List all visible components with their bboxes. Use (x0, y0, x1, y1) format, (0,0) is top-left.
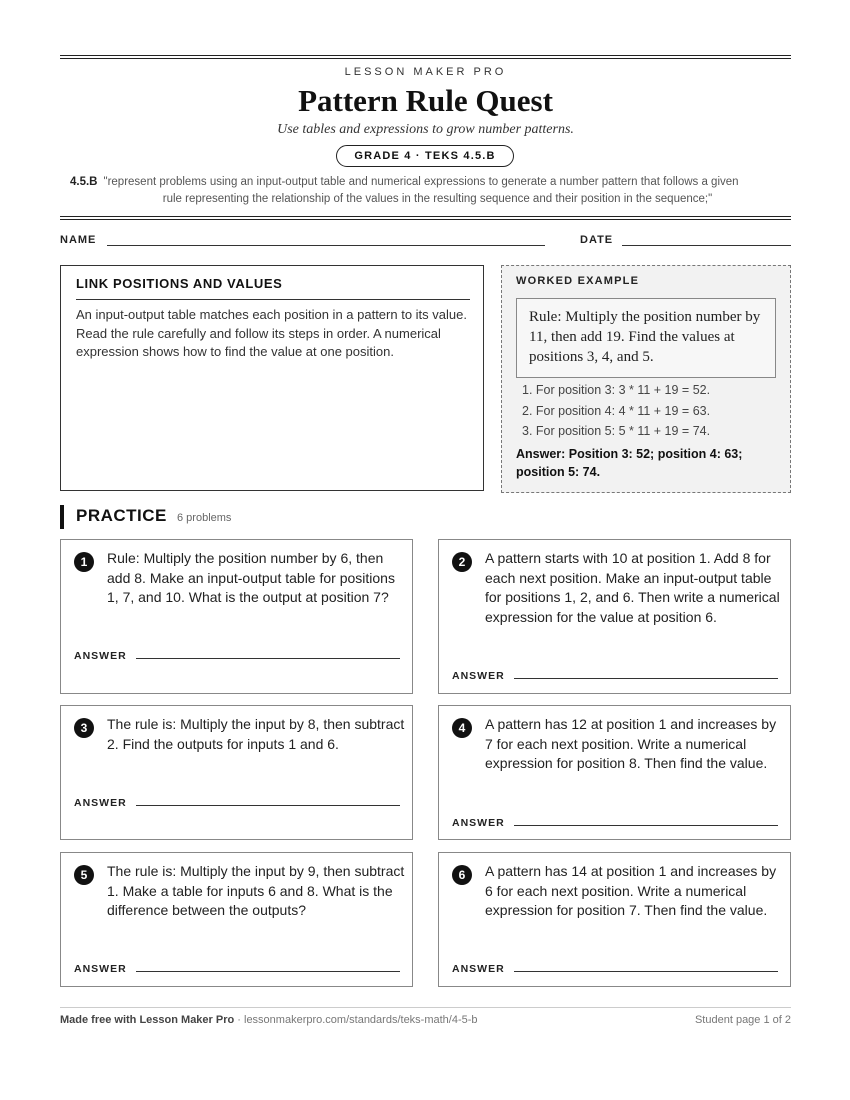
problem-number: 3 (74, 718, 94, 738)
worked-step: 3. For position 5: 5 * 11 + 19 = 74. (522, 424, 711, 438)
answer-label: ANSWER (452, 670, 505, 682)
problem-text: A pattern has 12 at position 1 and increases by 7 for each next position. Write a numerical expression for position 8. Then find the value. (485, 716, 777, 771)
header-rule-top-inner (60, 58, 791, 59)
problem-number: 6 (452, 865, 472, 885)
problem-text: The rule is: Multiply the input by 9, then subtract 1. Make a table for inputs 6 and 8. What is the difference between the outputs? (107, 863, 405, 918)
page-title: Pattern Rule Quest (298, 83, 553, 118)
answer-label: ANSWER (452, 817, 505, 829)
answer-field[interactable] (514, 678, 778, 679)
footer-url[interactable]: · lessonmakerpro.com/standards/teks-math/4-5-b (234, 1014, 478, 1026)
answer-field[interactable] (514, 971, 778, 972)
standard-text-line2: rule representing the relationship of the values in the resulting sequence and their position in the sequence;" (162, 193, 713, 205)
worked-step: 2. For position 4: 4 * 11 + 19 = 63. (522, 403, 711, 418)
answer-label: ANSWER (74, 797, 127, 809)
header-rule-bottom-inner (60, 219, 791, 220)
name-field[interactable] (107, 245, 545, 246)
problem-card-5 (60, 852, 413, 987)
intro-body: An input-output table matches each position in a pattern to its value. Read the rule carefully and follow its steps in order. A numerical expression shows how to find the value at one position. (76, 307, 467, 359)
date-field[interactable] (622, 245, 791, 246)
problem-number: 4 (452, 718, 472, 738)
page-subtitle: Use tables and expressions to grow number patterns. (277, 122, 574, 137)
problem-card-1 (60, 539, 413, 694)
problem-text: A pattern has 14 at position 1 and increases by 6 for each next position. Write a numerical expression for position 7. Then find the value. (485, 863, 777, 918)
footer-brand: Made free with Lesson Maker Pro (60, 1014, 235, 1026)
standard-text-line1: "represent problems using an input-output table and numerical expressions to generate a number pattern that follows a given (103, 176, 739, 188)
problem-text: Rule: Multiply the position number by 6, then add 8. Make an input-output table for positions 1, 7, and 10. What is the output at position 7? (107, 550, 395, 605)
worked-example-heading: WORKED EXAMPLE (516, 275, 640, 287)
worked-step: 1. For position 3: 3 * 11 + 19 = 52. (522, 383, 711, 397)
problem-text: The rule is: Multiply the input by 8, then subtract 2. Find the outputs for inputs 1 and 6. (107, 716, 405, 752)
problem-number: 2 (452, 552, 472, 572)
practice-heading: PRACTICE (76, 506, 167, 525)
problem-number: 5 (74, 865, 94, 885)
answer-field[interactable] (136, 971, 400, 972)
worked-example-answer: Answer: Position 3: 52; position 4: 63; position 5: 74. (516, 447, 743, 479)
answer-label: ANSWER (74, 963, 127, 975)
problem-card-2 (438, 539, 791, 694)
header-rule-bottom (60, 216, 791, 217)
problem-number: 1 (74, 552, 94, 572)
intro-panel (60, 265, 484, 491)
grade-badge: GRADE 4 · TEKS 4.5.B (336, 145, 514, 167)
answer-label: ANSWER (452, 963, 505, 975)
name-label: NAME (60, 234, 97, 246)
problem-text: A pattern starts with 10 at position 1. Add 8 for each next position. Make an input-output table for positions 1, 2, and 6. Then write a numerical expression for the value at position 6. (485, 550, 780, 625)
problem-card-3 (60, 705, 413, 840)
standard-statement (70, 174, 785, 208)
standard-code: 4.5.B (70, 176, 98, 188)
answer-field[interactable] (514, 825, 778, 826)
problem-card-6 (438, 852, 791, 987)
worked-example-rule: Rule: Multiply the position number by 11, then add 19. Find the values at positions 3, 4, and 5. (516, 298, 776, 378)
problem-card-4 (438, 705, 791, 840)
worked-example-steps (522, 380, 784, 442)
practice-accent-bar (60, 505, 64, 529)
date-label: DATE (580, 234, 614, 246)
answer-label: ANSWER (74, 650, 127, 662)
footer-divider (60, 1007, 791, 1008)
intro-heading: LINK POSITIONS AND VALUES (76, 276, 470, 300)
practice-count: 6 problems (177, 512, 232, 524)
worked-example-panel (501, 265, 791, 493)
answer-field[interactable] (136, 658, 400, 659)
answer-field[interactable] (136, 805, 400, 806)
brand-eyebrow: LESSON MAKER PRO (344, 66, 507, 78)
header-rule-top (60, 55, 791, 56)
footer-page-number: Student page 1 of 2 (694, 1014, 791, 1026)
footer-credit (60, 1014, 478, 1026)
